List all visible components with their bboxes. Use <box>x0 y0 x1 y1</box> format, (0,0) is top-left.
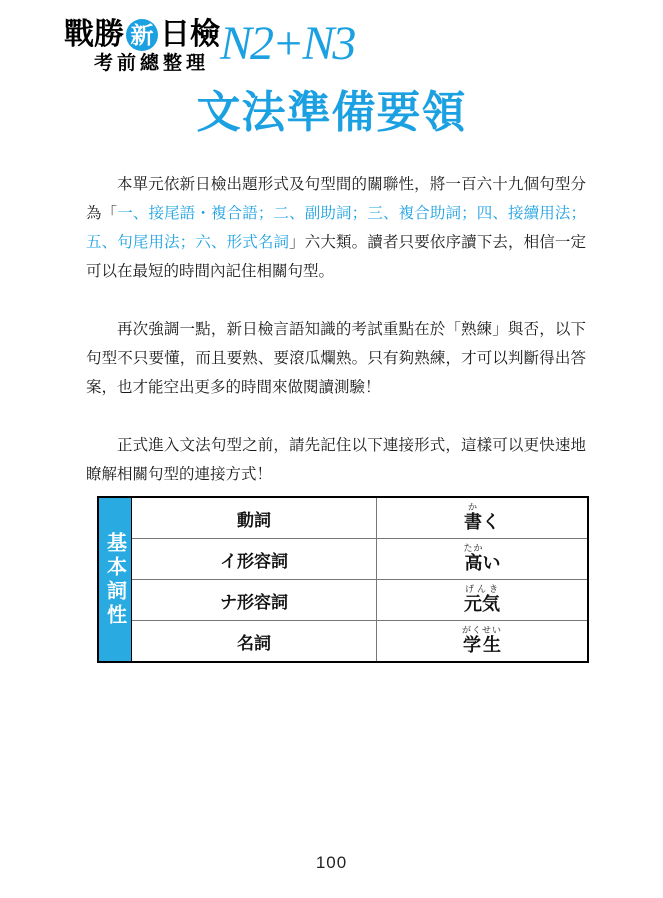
paragraph-3: 正式進入文法句型之前，請先記住以下連接形式，這樣可以更快速地瞭解相關句型的連接方式！ <box>86 437 586 483</box>
logo-text-right: 日檢 <box>160 18 220 51</box>
furigana: がくせい <box>461 624 502 635</box>
pos-cell: 名詞 <box>132 621 377 663</box>
paragraph-1-tail: 」六大類。讀者只要依序讀下去，相信一定可以在最短的時間內記住相關句型。 <box>86 234 586 280</box>
table-row <box>98 497 588 539</box>
basic-pos-table <box>97 496 589 663</box>
body-text <box>86 170 586 518</box>
page-title: 文法準備要領 <box>196 88 467 137</box>
example-cell <box>377 539 589 580</box>
furigana: か <box>464 501 482 512</box>
table-row <box>98 580 588 621</box>
pos-cell: イ形容詞 <box>132 539 377 580</box>
example-cell <box>377 580 589 621</box>
logo-level: N2+N3 <box>220 17 355 70</box>
pos-cell: ナ形容詞 <box>132 580 377 621</box>
paragraph-1-highlight: 一、接尾語・複合語；二、副助詞；三、複合助詞；四、接續用法；五、句尾用法；六、形式名詞 <box>86 205 586 251</box>
japanese-word <box>461 624 502 655</box>
paragraph-1-lead: 本單元依新日檢出題形式及句型間的關聯性，將一百六十九個句型分為「 <box>86 176 586 222</box>
paragraph-2: 再次強調一點，新日檢言語知識的考試重點在於「熟練」與否，以下句型不只要懂，而且要熟、要滾瓜爛熟。只有夠熟練，才可以判斷得出答案，也才能空出更多的時間來做閱讀測驗！ <box>86 321 586 396</box>
japanese-word <box>464 501 482 532</box>
word-base: 元気 <box>464 593 500 614</box>
logo-kanji-block <box>64 18 220 75</box>
example-cell <box>377 497 589 539</box>
japanese-word <box>464 583 500 614</box>
paragraph-1 <box>86 170 586 286</box>
example-cell <box>377 621 589 663</box>
table-row <box>98 621 588 663</box>
new-badge-icon: 新 <box>126 19 158 51</box>
word-base: 書 <box>464 511 482 532</box>
furigana: たか <box>463 542 484 553</box>
table-row-group-label: 基本詞性 <box>98 497 132 662</box>
okurigana: い <box>482 552 501 573</box>
okurigana: く <box>482 511 500 532</box>
pos-cell: 動詞 <box>132 497 377 539</box>
word-base: 学生 <box>461 634 502 655</box>
logo-text-left: 戰勝 <box>64 18 124 51</box>
japanese-word <box>463 542 484 573</box>
furigana: げんき <box>464 583 500 594</box>
brand-logo <box>64 18 354 75</box>
table-row <box>98 539 588 580</box>
page-number: 100 <box>315 853 348 872</box>
word-base: 高 <box>463 552 484 573</box>
logo-subtitle: 考前總整理 <box>94 53 210 74</box>
logo-main-row <box>64 18 220 52</box>
